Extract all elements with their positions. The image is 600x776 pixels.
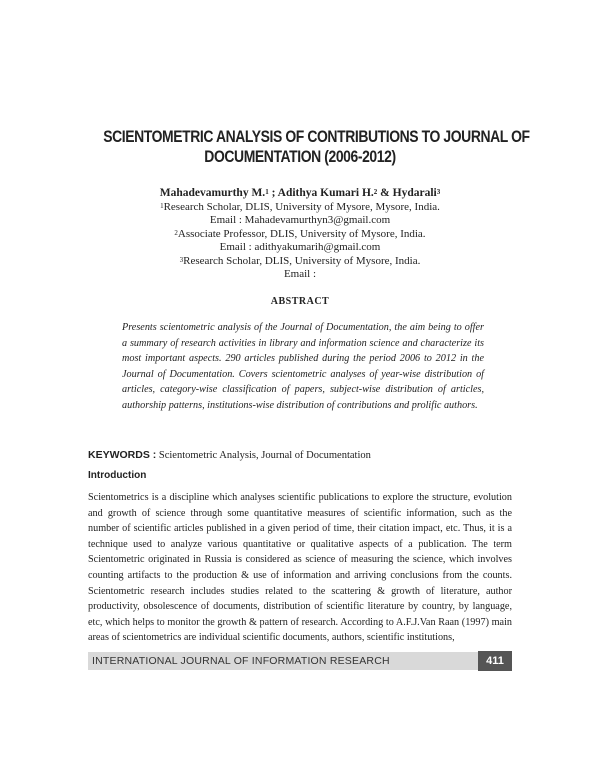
keywords-text: Scientometric Analysis, Journal of Documentation (156, 450, 371, 461)
keywords-label: KEYWORDS : (88, 449, 157, 461)
affiliation-3: $^3$Research Scholar, DLIS, University of Mysore, India. (179, 254, 421, 267)
page-number: 411 (478, 651, 512, 671)
abstract-text: Presents scientometric analysis of the Journal of Documentation, the aim being to offer a summary of research activities in library and information science and characterize its most important aspects. 290 articles published during the period 2006 to 2012 in the Journal of Documentation. Covers scientometric analyses of year-wise distribution of articles, category-wise classification of papers, subject-wise distribution of articles, authorship patterns, institutions-wise distribution of contributions and prolific authors. (122, 322, 484, 411)
author-names: Mahadevamurthy M.$^1$ ; Adithya Kumari H.$^2$ & Hydarali$^3$ (159, 187, 441, 199)
introduction-heading: Introduction (88, 470, 147, 481)
footer-journal-name: INTERNATIONAL JOURNAL OF INFORMATION RESEARCH (92, 655, 390, 667)
author-block (60, 187, 540, 282)
affiliation-1: $^1$Research Scholar, DLIS, University of Mysore, Mysore, India. (160, 200, 440, 213)
paper-title (103, 127, 530, 167)
abstract-heading: ABSTRACT (270, 296, 330, 307)
title-line-2: DOCUMENTATION (2006-2012) (204, 147, 396, 166)
keywords (88, 448, 371, 463)
email-2: Email : adithyakumarih@gmail.com (219, 241, 381, 253)
introduction-text: Scientometrics is a discipline which analyses scientific publications to explore the structure, evolution and growth of science through some quantitative measures of scientific information, such as the number of scientific articles published in a given period of time, their citation impact, etc. Thus, it is a technique used to analyze various quantitative or qualitative aspects of a publication. The term Scientometric originated in Russia is considered as science of measuring the science, which involves counting artifacts to the production & use of information and arriving conclusions from the counts. Scientometric research includes studies related to the scattering & growth of literature, author productivity, obsolescence of documents, distribution of scientific literature by country, by language, etc, which helps to monitor the growth & pattern of research. According to A.F.J.Van Raan (1997) main areas of scientometrics are individual scientific documents, authors, scientific institutions, (88, 492, 512, 644)
email-3: Email : (283, 268, 317, 280)
title-line-1: SCIENTOMETRIC ANALYSIS OF CONTRIBUTIONS TO JOURNAL OF (103, 127, 530, 146)
email-1: Email : Mahadevamurthyn3@gmail.com (209, 214, 391, 226)
affiliation-2: $^2$Associate Professor, DLIS, University of Mysore, India. (174, 227, 426, 240)
